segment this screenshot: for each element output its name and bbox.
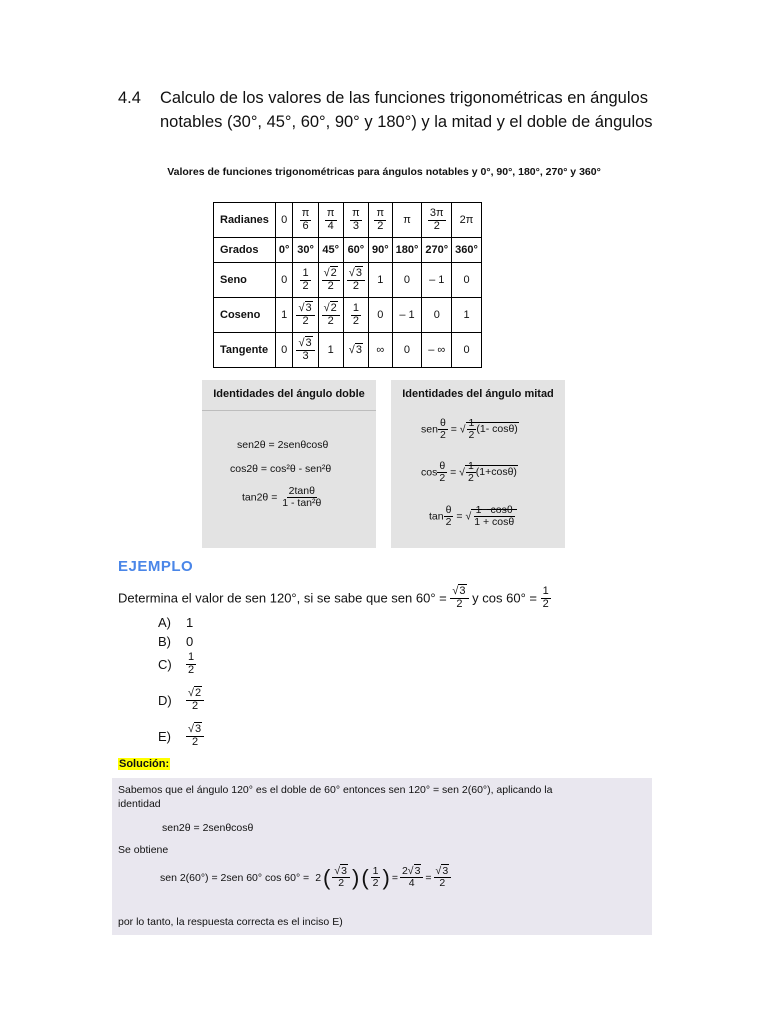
table-row-radianes bbox=[214, 203, 482, 238]
cell-cos-4: 0 bbox=[368, 298, 392, 333]
solution-conclusion: por lo tanto, la respuesta correcta es el inciso E) bbox=[118, 916, 343, 928]
tan-fraction bbox=[280, 486, 323, 509]
cell-tan-6: – ∞ bbox=[422, 333, 452, 368]
cell-sin-0: 0 bbox=[275, 263, 293, 298]
option-b[interactable]: B) 0 bbox=[158, 634, 194, 649]
cell-deg-3: 60° bbox=[343, 238, 368, 263]
cell-rad-7: 2π bbox=[452, 203, 482, 238]
solution-identity: sen2θ = 2senθcosθ bbox=[162, 822, 254, 834]
cell-cos-7: 1 bbox=[452, 298, 482, 333]
sqrt3-over-2: $\frac{√3}{2}$ bbox=[450, 586, 468, 610]
question-text-mid: y cos 60° = bbox=[472, 590, 537, 606]
half-angle-tan: tan $\frac{\theta}{2}$ = √ $\frac{1- \cos\theta}{1 + \cos\theta}$ bbox=[429, 505, 517, 528]
half-angle-cos: cos $\frac{\theta}{2}$ = √ $\frac{1}{2}$ (1+cosθ) bbox=[421, 460, 517, 485]
calc-start: sen 2(60°) = 2sen 60° cos 60° = bbox=[160, 871, 310, 884]
cell-sin-7: 0 bbox=[452, 263, 482, 298]
double-angle-title: Identidades del ángulo doble bbox=[213, 388, 365, 400]
double-angle-tan bbox=[242, 486, 323, 509]
solution-box bbox=[112, 778, 652, 935]
cell-tan-5: 0 bbox=[392, 333, 422, 368]
cell-deg-7: 360° bbox=[452, 238, 482, 263]
table-row-tangente bbox=[214, 333, 482, 368]
cell-cos-0: 1 bbox=[275, 298, 293, 333]
cell-sin-4: 1 bbox=[368, 263, 392, 298]
cell-tan-2: 1 bbox=[318, 333, 343, 368]
cell-sin-5: 0 bbox=[392, 263, 422, 298]
cell-rad-1: $\frac{\pi}{6}$ bbox=[293, 203, 318, 238]
cell-tan-0: 0 bbox=[275, 333, 293, 368]
option-a[interactable]: A) 1 bbox=[158, 615, 194, 630]
double-angle-sin: sen2θ = 2senθcosθ bbox=[237, 439, 329, 451]
table-row-coseno bbox=[214, 298, 482, 333]
solution-line-1: Sabemos que el ángulo 120° es el doble de 60° entonces sen 120° = sen 2(60°), aplicando la bbox=[118, 784, 553, 796]
cell-rad-4: $\frac{\pi}{2}$ bbox=[368, 203, 392, 238]
double-angle-cos: cos2θ = cos²θ - sen²θ bbox=[230, 463, 332, 475]
half-angle-title: Identidades del ángulo mitad bbox=[402, 388, 554, 400]
solution-label: Solución: bbox=[119, 758, 170, 770]
option-e[interactable]: E) $\frac{√3}{2}$ bbox=[158, 724, 204, 748]
cell-tan-1: $\frac{√3}{3}$ bbox=[293, 333, 318, 368]
one-over-2: $\frac{1}{2}$ bbox=[542, 585, 549, 610]
cell-deg-2: 45° bbox=[318, 238, 343, 263]
question-text-start: Determina el valor de sen 120°, si se sabe que sen 60° = bbox=[118, 590, 447, 606]
example-question bbox=[118, 586, 551, 610]
cell-rad-5: π bbox=[392, 203, 422, 238]
double-angle-box bbox=[202, 380, 376, 548]
cell-deg-6: 270° bbox=[422, 238, 452, 263]
cell-tan-4: ∞ bbox=[368, 333, 392, 368]
cell-cos-1: $\frac{√3}{2}$ bbox=[293, 298, 318, 333]
cell-rad-3: $\frac{\pi}{3}$ bbox=[343, 203, 368, 238]
section-number: 4.4 bbox=[118, 89, 141, 107]
row-header-coseno: Coseno bbox=[214, 298, 276, 333]
section-title: Calculo de los valores de las funciones trigonométricas en ángulos notables (30°, 45°, 60°, 90° y 180°) y la mitad y el doble de ángulos bbox=[160, 89, 653, 131]
option-d[interactable]: D) $\frac{√2}{2}$ bbox=[158, 688, 204, 712]
divider bbox=[202, 410, 376, 411]
cell-sin-3: $\frac{√3}{2}$ bbox=[343, 263, 368, 298]
solution-obtain: Se obtiene bbox=[118, 844, 169, 856]
table-caption: Valores de funciones trigonométricas para ángulos notables y 0°, 90°, 180°, 270° y 360° bbox=[167, 166, 601, 178]
cell-rad-2: $\frac{\pi}{4}$ bbox=[318, 203, 343, 238]
cell-tan-3: √3 bbox=[343, 333, 368, 368]
row-header-grados: Grados bbox=[214, 238, 276, 263]
trig-values-table bbox=[213, 202, 482, 368]
cell-cos-5: – 1 bbox=[392, 298, 422, 333]
tan-numerator: 2tanθ bbox=[288, 485, 315, 497]
row-header-seno: Seno bbox=[214, 263, 276, 298]
half-angle-box bbox=[391, 380, 565, 548]
cell-rad-0: 0 bbox=[275, 203, 293, 238]
cell-cos-2: $\frac{√2}{2}$ bbox=[318, 298, 343, 333]
cell-rad-6: $\frac{3\pi}{2}$ bbox=[422, 203, 452, 238]
cell-sin-1: $\frac{1}{2}$ bbox=[293, 263, 318, 298]
cell-cos-3: $\frac{1}{2}$ bbox=[343, 298, 368, 333]
cell-deg-5: 180° bbox=[392, 238, 422, 263]
cell-tan-7: 0 bbox=[452, 333, 482, 368]
cell-deg-4: 90° bbox=[368, 238, 392, 263]
table-row-grados bbox=[214, 238, 482, 263]
solution-calculation: sen 2(60°) = 2sen 60° cos 60° = 2 ( $\frac{√3}{2}$ ) ( $\frac{1}{2}$ ) = $\frac{2√3}{4}$ = $\frac{√3}{2}$ bbox=[160, 866, 451, 889]
example-heading: EJEMPLO bbox=[118, 558, 194, 575]
table-row-seno bbox=[214, 263, 482, 298]
cell-sin-2: $\frac{√2}{2}$ bbox=[318, 263, 343, 298]
row-header-tangente: Tangente bbox=[214, 333, 276, 368]
row-header-radianes: Radianes bbox=[214, 203, 276, 238]
tan-denominator: 1 - tan²θ bbox=[282, 497, 322, 510]
cell-sin-6: – 1 bbox=[422, 263, 452, 298]
tan-lhs: tan2θ = bbox=[242, 491, 278, 504]
cell-deg-0: 0° bbox=[275, 238, 293, 263]
cell-deg-1: 30° bbox=[293, 238, 318, 263]
option-c[interactable]: C) $\frac{1}{2}$ bbox=[158, 651, 195, 676]
cell-cos-6: 0 bbox=[422, 298, 452, 333]
solution-line-2: identidad bbox=[118, 798, 161, 810]
half-angle-sin: sen $\frac{\theta}{2}$ = √ $\frac{1}{2}$ (1- cosθ) bbox=[421, 417, 518, 442]
